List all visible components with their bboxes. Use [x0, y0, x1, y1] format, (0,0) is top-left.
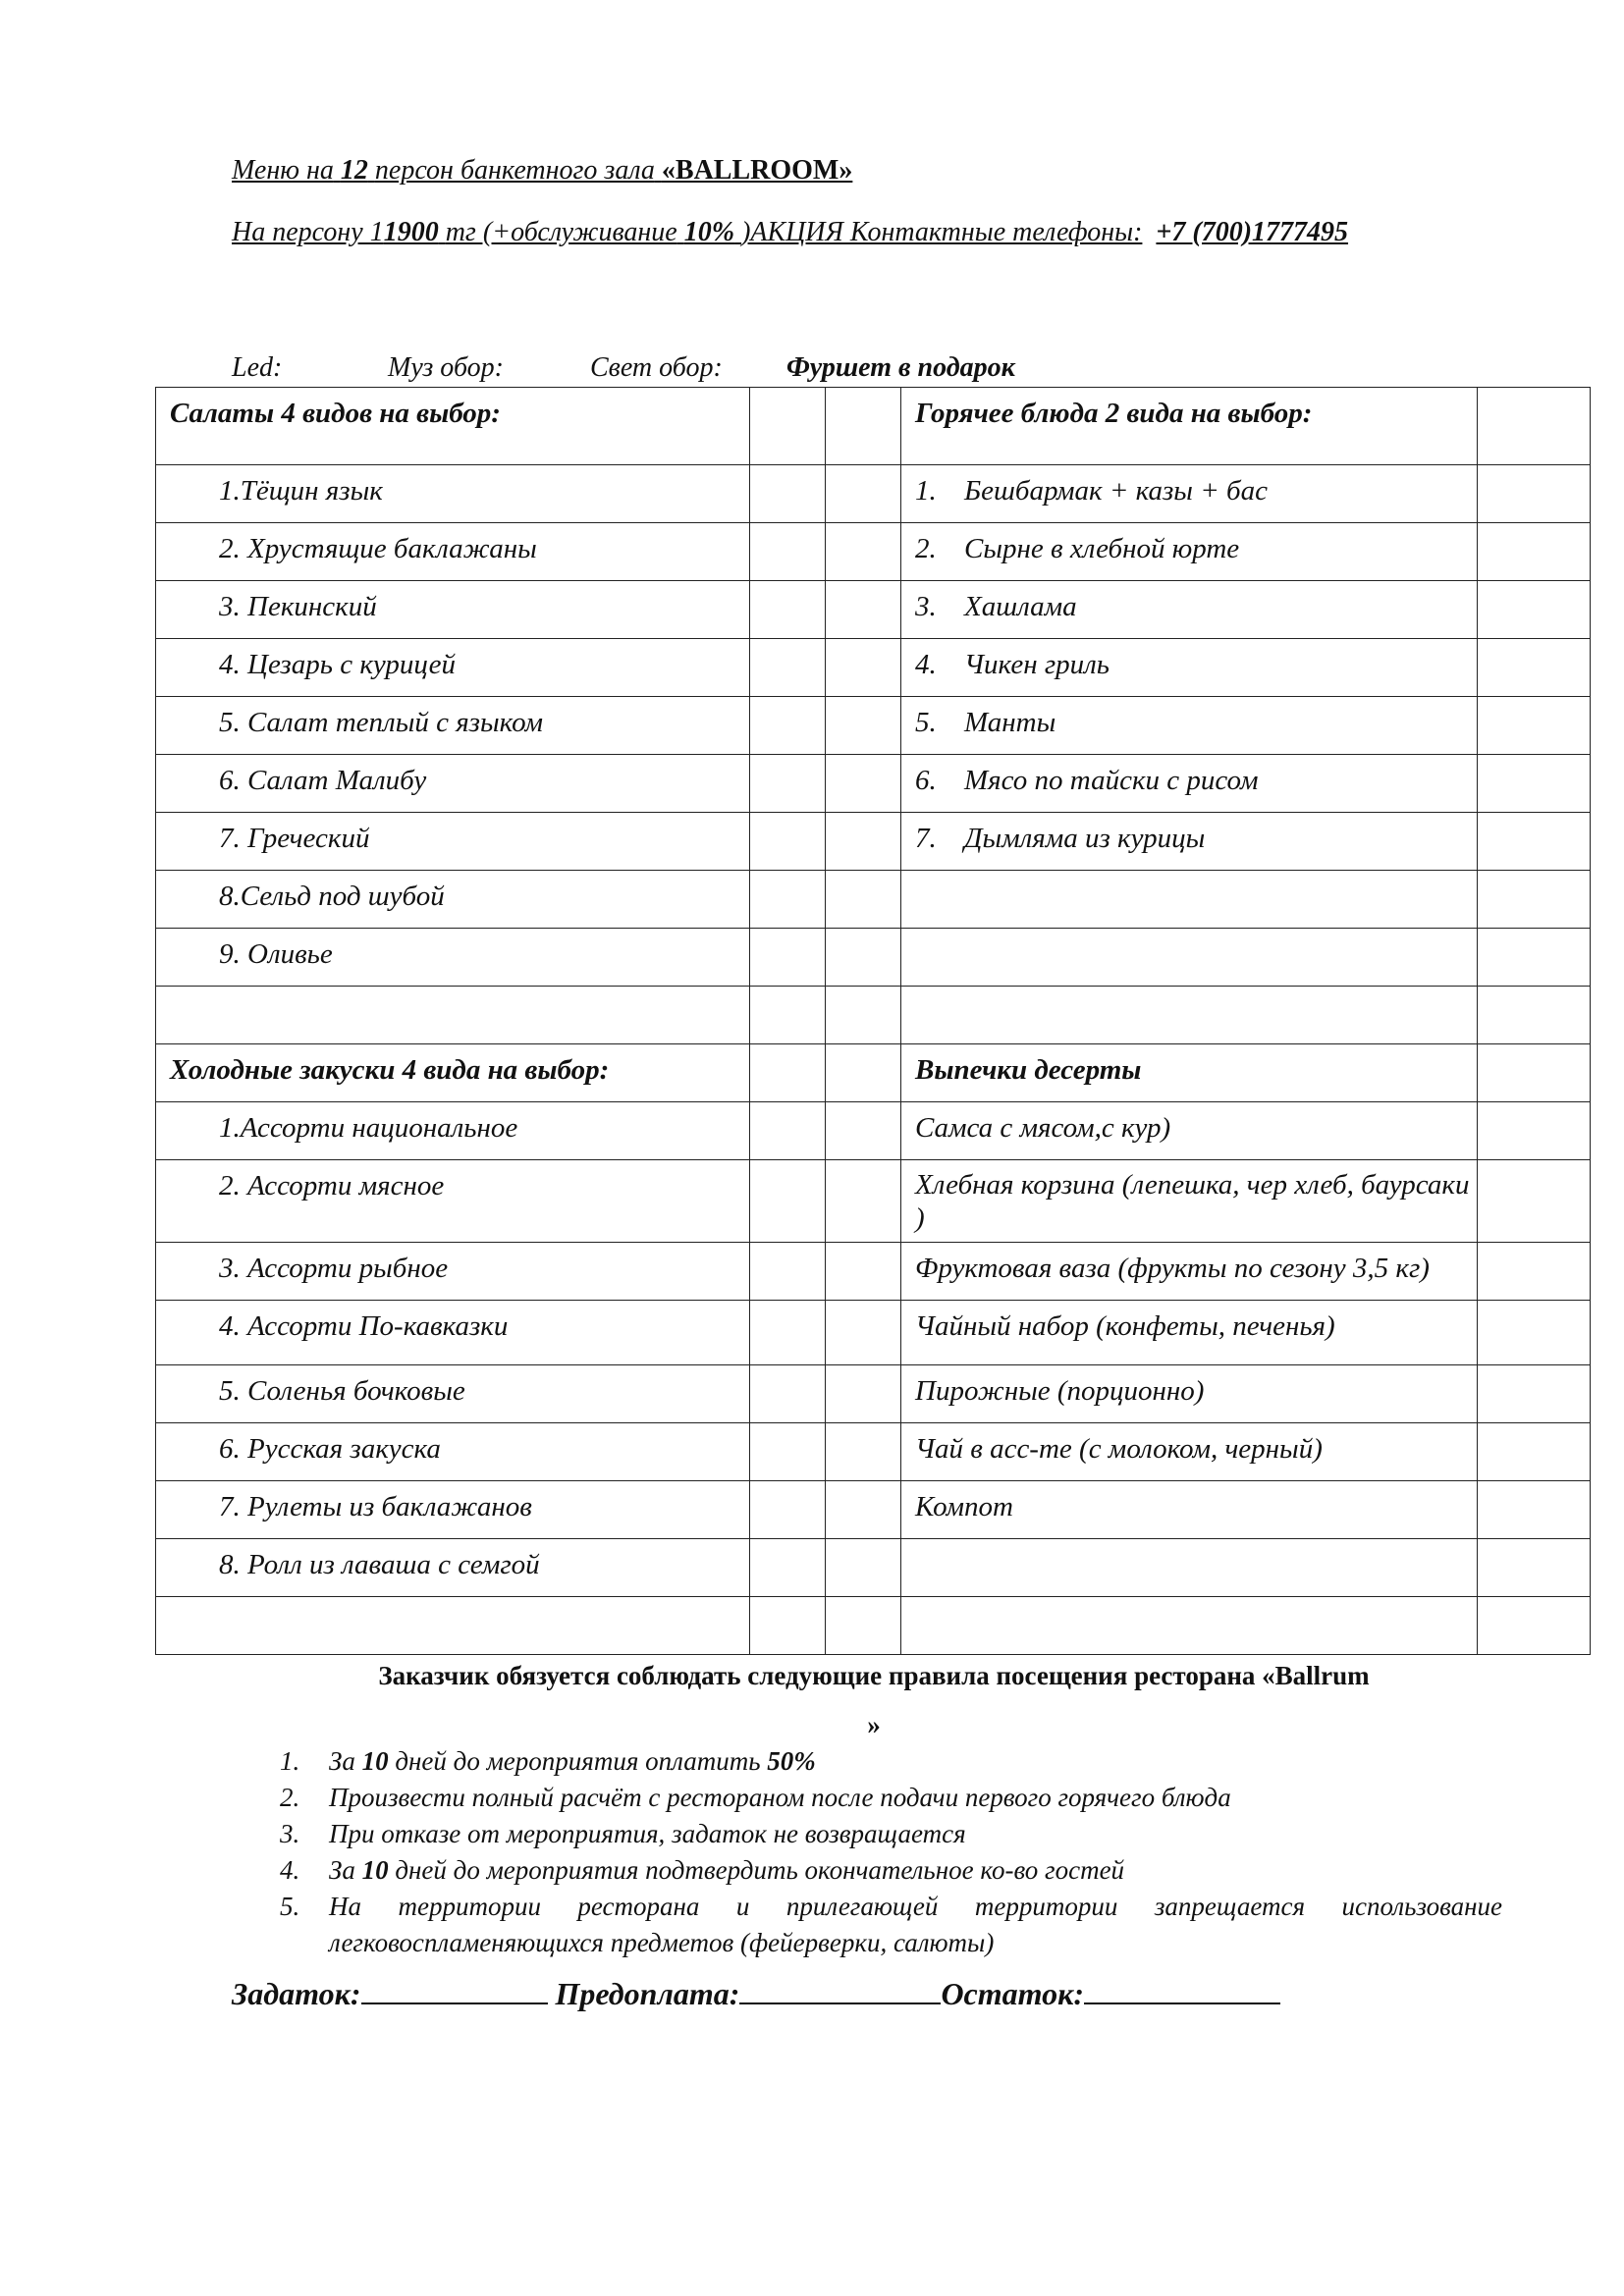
- rule-emphasis: 50%: [767, 1746, 816, 1776]
- deposit-label: Задаток:: [232, 1976, 361, 2011]
- hot-item-name: Чикен гриль: [964, 649, 1110, 680]
- table-row: [156, 1423, 1591, 1481]
- salads-title: Салаты 4 видов на выбор:: [156, 388, 750, 465]
- table-row: [156, 813, 1591, 871]
- rule-text: Произвести полный расчёт с рестораном после подачи первого горячего блюда: [329, 1783, 1231, 1812]
- rules-list: [280, 1743, 1502, 1961]
- empty-cell: [901, 1539, 1478, 1597]
- hot-item-name: Хашлама: [964, 591, 1077, 622]
- payment-line: [232, 1973, 1280, 2012]
- rule-item: [280, 1743, 1502, 1780]
- dessert-item: Чай в асс-те (с молоком, черный): [901, 1423, 1478, 1481]
- rule-item: [280, 1780, 1502, 1816]
- table-row: [156, 929, 1591, 987]
- menu-title: [232, 155, 852, 187]
- rules-title-line2: »: [867, 1710, 881, 1739]
- salad-item: 2. Хрустящие баклажаны: [156, 523, 750, 581]
- rule-number: 5.: [280, 1892, 300, 1921]
- persons-count: 12: [340, 155, 368, 186]
- rule-number: 4.: [280, 1855, 300, 1885]
- rule-text: На территории ресторана и прилегающей территории запрещается использование легковоспламеняющихся предметов (фейерверки, салюты): [329, 1892, 1502, 1957]
- hot-item: [901, 523, 1478, 581]
- empty-cell: [901, 929, 1478, 987]
- prepay-blank[interactable]: [739, 1973, 941, 2004]
- hot-item-number: 4.: [915, 649, 937, 680]
- hot-item: [901, 581, 1478, 639]
- table-row: [156, 1102, 1591, 1160]
- cold-item: 7. Рулеты из баклажанов: [156, 1481, 750, 1539]
- remainder-blank[interactable]: [1084, 1973, 1280, 2004]
- hot-item-number: 6.: [915, 765, 937, 796]
- salad-item: 7. Греческий: [156, 813, 750, 871]
- table-row: [156, 1539, 1591, 1597]
- price-currency: тг (+обслуживание: [445, 217, 677, 247]
- title-prefix: Меню на: [232, 155, 334, 186]
- cold-item: 6. Русская закуска: [156, 1423, 750, 1481]
- table-row: [156, 1160, 1591, 1243]
- menu-table: [155, 387, 1591, 1655]
- dessert-item: Хлебная корзина (лепешка, чер хлеб, баурсаки ): [901, 1160, 1478, 1243]
- table-row: [156, 388, 1591, 465]
- cold-item: 5. Соленья бочковые: [156, 1365, 750, 1423]
- rule-item: [280, 1889, 1502, 1961]
- cold-item: 2. Ассорти мясное: [156, 1160, 750, 1243]
- cold-item: 4. Ассорти По-кавказки: [156, 1301, 750, 1365]
- table-row: [156, 697, 1591, 755]
- rule-number: 1.: [280, 1746, 300, 1776]
- table-row: [156, 1243, 1591, 1301]
- hot-item: [901, 755, 1478, 813]
- table-row: [156, 1597, 1591, 1655]
- cold-item: 1.Ассорти национальное: [156, 1102, 750, 1160]
- empty-cell: [901, 871, 1478, 929]
- hall-name: «BALLROOM»: [661, 155, 853, 186]
- salad-item: 6. Салат Малибу: [156, 755, 750, 813]
- hot-title: Горячее блюда 2 вида на выбор:: [901, 388, 1478, 465]
- rule-text: дней до мероприятия оплатить: [395, 1746, 761, 1776]
- rule-item: [280, 1852, 1502, 1889]
- table-row: [156, 465, 1591, 523]
- hot-item-number: 7.: [915, 823, 937, 854]
- table-row: [156, 871, 1591, 929]
- table-row: [156, 1044, 1591, 1102]
- prepay-label: Предоплата:: [555, 1976, 740, 2011]
- dessert-item: Компот: [901, 1481, 1478, 1539]
- rule-emphasis: 10: [361, 1746, 389, 1776]
- rule-text: За: [329, 1746, 355, 1776]
- rule-item: [280, 1816, 1502, 1852]
- dessert-item: Самса с мясом,с кур): [901, 1102, 1478, 1160]
- rule-text: дней до мероприятия подтвердить окончательное ко-во гостей: [395, 1855, 1125, 1885]
- table-row: [156, 581, 1591, 639]
- table-row: [156, 639, 1591, 697]
- remainder-label: Остаток:: [941, 1976, 1084, 2011]
- phone-number: +7 (700)1777495: [1156, 217, 1349, 247]
- hot-item-number: 3.: [915, 591, 937, 622]
- hot-item: [901, 639, 1478, 697]
- salad-item: 9. Оливье: [156, 929, 750, 987]
- deposit-blank[interactable]: [361, 1973, 548, 2004]
- dessert-item: Пирожные (порционно): [901, 1365, 1478, 1423]
- hot-item: [901, 465, 1478, 523]
- check-cell: [1478, 388, 1591, 465]
- hot-item-name: Бешбармак + казы + бас: [964, 475, 1268, 507]
- rule-emphasis: 10: [361, 1855, 389, 1885]
- rule-text: За: [329, 1855, 355, 1885]
- rule-number: 3.: [280, 1819, 300, 1848]
- salad-item: 3. Пекинский: [156, 581, 750, 639]
- hot-item-name: Дымляма из курицы: [964, 823, 1206, 854]
- hot-item: [901, 813, 1478, 871]
- hot-item: [901, 697, 1478, 755]
- rules-title: [295, 1651, 1453, 1749]
- dessert-item: Чайный набор (конфеты, печенья): [901, 1301, 1478, 1365]
- salad-item: 5. Салат теплый с языком: [156, 697, 750, 755]
- table-row: [156, 1481, 1591, 1539]
- dessert-item: Фруктовая ваза (фрукты по сезону 3,5 кг): [901, 1243, 1478, 1301]
- salad-item: 8.Сельд под шубой: [156, 871, 750, 929]
- option-music: Муз обор:: [388, 352, 504, 383]
- rule-text: При отказе от мероприятия, задаток не возвращается: [329, 1819, 966, 1848]
- table-row: [156, 755, 1591, 813]
- cold-title: Холодные закуски 4 вида на выбор:: [156, 1044, 750, 1102]
- hot-item-name: Сырне в хлебной юрте: [964, 533, 1240, 564]
- service-percent: 10%: [683, 217, 735, 247]
- price-value: 1900: [383, 217, 439, 247]
- desserts-title: Выпечки десерты: [901, 1044, 1478, 1102]
- price-line: [232, 217, 1348, 248]
- salad-item: 1.Тёщин язык: [156, 465, 750, 523]
- check-cell: [826, 388, 901, 465]
- table-row: [156, 523, 1591, 581]
- table-row: [156, 1301, 1591, 1365]
- title-middle: персон банкетного зала: [374, 155, 655, 186]
- option-light: Свет обор:: [590, 352, 723, 383]
- hot-item-number: 1.: [915, 475, 937, 507]
- cold-item: 8. Ролл из лаваша с семгой: [156, 1539, 750, 1597]
- hot-item-number: 5.: [915, 707, 937, 738]
- option-led: Led:: [232, 352, 283, 383]
- price-prefix: На персону 1: [232, 217, 384, 247]
- rule-number: 2.: [280, 1783, 300, 1812]
- hot-item-number: 2.: [915, 533, 937, 564]
- hot-item-name: Манты: [964, 707, 1056, 738]
- hot-item-name: Мясо по тайски с рисом: [964, 765, 1259, 796]
- table-row: [156, 987, 1591, 1044]
- rules-title-line1: Заказчик обязуется соблюдать следующие правила посещения ресторана «Ballrum: [378, 1661, 1370, 1690]
- option-gift: Фуршет в подарок: [786, 352, 1015, 383]
- salad-item: 4. Цезарь с курицей: [156, 639, 750, 697]
- check-cell: [750, 388, 826, 465]
- cold-item: 3. Ассорти рыбное: [156, 1243, 750, 1301]
- contacts-label: )АКЦИЯ Контактные телефоны:: [741, 217, 1143, 247]
- table-row: [156, 1365, 1591, 1423]
